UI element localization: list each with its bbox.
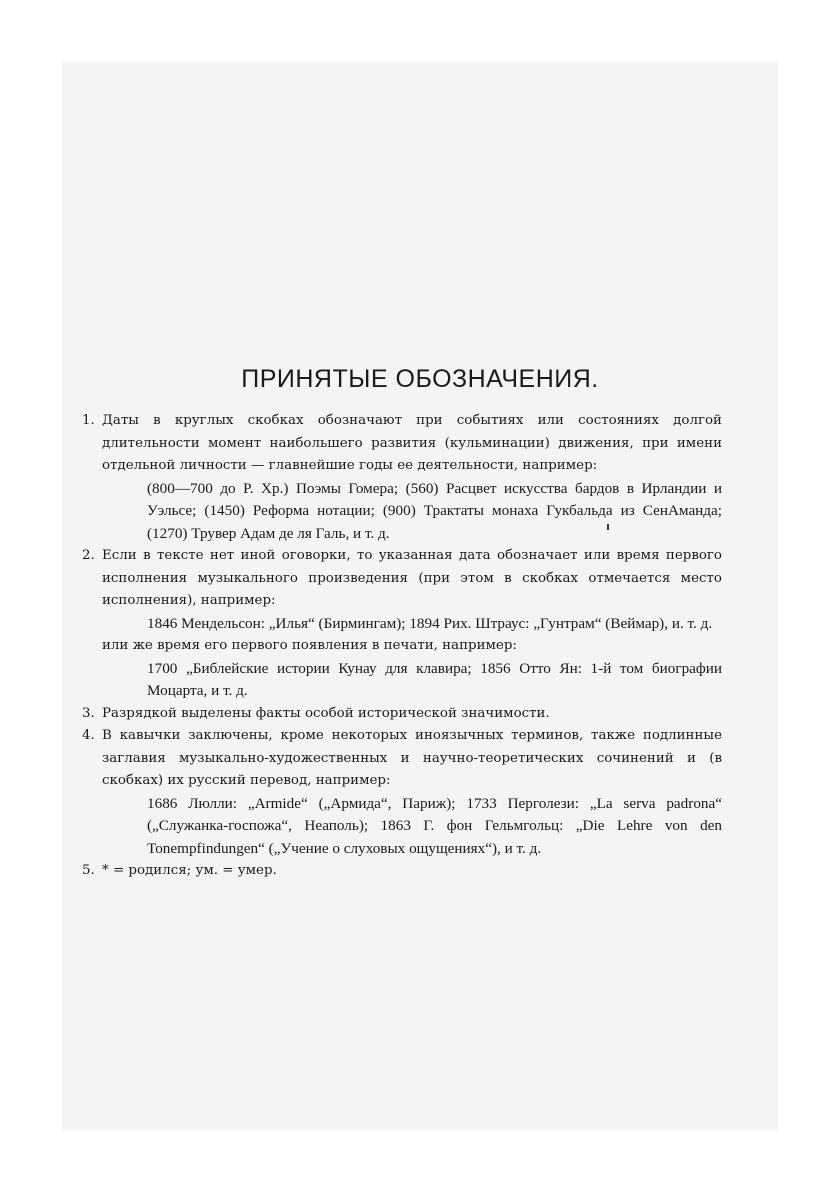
item-example-second: 1700 „Библейские истории Кунау для клавира; 1856 Отто Ян: 1-й том биографии Моцарта, и т. д. (147, 659, 722, 699)
item-number: 2. (82, 548, 95, 563)
item-text: * = родился; ум. = умер. (102, 863, 277, 878)
ink-speck (607, 524, 609, 530)
item-number: 4. (82, 728, 95, 743)
item-text: Разрядкой выделены факты особой исторической значимости. (102, 705, 550, 721)
list-item (82, 545, 722, 703)
item-text: Если в тексте нет иной оговорки, то указанная дата обозначает или время первого исполнения музыкального произведения (при этом в скобках отмечается место исполнения), например: (102, 548, 722, 608)
item-example: 1686 Люлли: „Armide“ („Армида“, Париж); 1733 Перголези: „La serva padrona“ („Служанка-госпожа“, Неаполь); 1863 Г. фон Гельмгольц: „Die Lehre von den Tonempfindungen“ („Учение о слуховых ощущениях“), и т. д. (147, 794, 722, 857)
item-text-continued: или же время его первого появления в печати, например: (102, 638, 517, 653)
list-item (82, 703, 722, 726)
list-item (82, 725, 722, 860)
notation-list (82, 410, 722, 883)
item-example: (800—700 до Р. Хр.) Поэмы Гомера; (560) Расцвет искусства бардов в Ирландии и Уэльсе; (1450) Реформа нотации; (900) Трактаты монаха Гукбальда из СенАманда; (1270) Трувер Адам де ля Галь, и т. д. (147, 479, 722, 542)
item-number: 5. (82, 863, 95, 878)
item-number: 1. (82, 413, 95, 428)
item-example: 1846 Мендельсон: „Илья“ (Бирмингам); 1894 Рих. Штраус: „Гунтрам“ (Веймар), и. т. д. (147, 614, 713, 632)
list-item (82, 860, 722, 883)
list-item (82, 410, 722, 545)
item-number: 3. (82, 705, 95, 721)
page-title: ПРИНЯТЫЕ ОБОЗНАЧЕНИЯ. (241, 365, 599, 393)
item-text: В кавычки заключены, кроме некоторых иноязычных терминов, также подлинные заглавия музыкально-художественных и научно-теоретических сочинений и (в скобках) их русский перевод, например: (102, 728, 722, 788)
item-text: Даты в круглых скобках обозначают при событиях или состояниях долгой длительности момент наибольшего развития (кульминации) движения, при имени отдельной личности — главнейшие годы ее деятельности, например: (102, 413, 722, 473)
